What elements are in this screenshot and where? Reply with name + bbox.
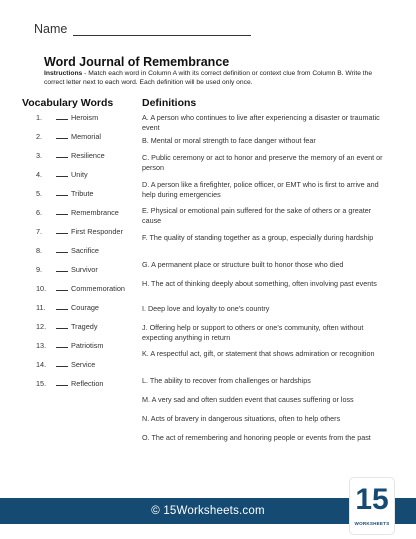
instructions-text: - Match each word in Column A with its correct definition or context clue from Column B. Write the correct letter next to each word. Each definition will be used only once. bbox=[44, 70, 373, 86]
vocab-number: 12. bbox=[36, 322, 47, 331]
definition-item: A. A person who continues to live after experiencing a disaster or traumatic event bbox=[142, 113, 380, 132]
answer-blank[interactable] bbox=[56, 360, 68, 367]
vocab-number: 14. bbox=[36, 360, 47, 369]
definition-item: J. Offering help or support to others or one’s community, often without expecting anything in return bbox=[142, 323, 364, 342]
answer-blank[interactable] bbox=[56, 246, 68, 253]
definition-item: B. Mental or moral strength to face danger without fear bbox=[142, 136, 316, 145]
vocab-word: Memorial bbox=[71, 132, 102, 141]
answer-blank[interactable] bbox=[56, 303, 68, 310]
instructions bbox=[44, 70, 390, 87]
vocab-number: 6. bbox=[36, 208, 43, 217]
name-line[interactable] bbox=[73, 23, 251, 36]
definition-item: H. The act of thinking deeply about something, often involving past events bbox=[142, 279, 377, 288]
vocab-word: Survivor bbox=[71, 265, 98, 274]
answer-blank[interactable] bbox=[56, 151, 68, 158]
answer-blank[interactable] bbox=[56, 227, 68, 234]
vocab-number: 10. bbox=[36, 284, 47, 293]
name-row bbox=[34, 22, 251, 36]
vocab-item bbox=[36, 227, 123, 236]
vocab-number: 1. bbox=[36, 113, 43, 122]
vocab-item bbox=[36, 360, 95, 369]
vocab-word: Courage bbox=[71, 303, 99, 312]
logo-number: 15 bbox=[355, 483, 389, 516]
vocab-word: Commemoration bbox=[71, 284, 125, 293]
answer-blank[interactable] bbox=[56, 208, 68, 215]
vocab-word: Tribute bbox=[71, 189, 94, 198]
vocab-word: Remembrance bbox=[71, 208, 119, 217]
vocab-word: Reflection bbox=[71, 379, 104, 388]
definition-item: I. Deep love and loyalty to one’s country bbox=[142, 304, 270, 313]
definition-item: O. The act of remembering and honoring people or events from the past bbox=[142, 433, 371, 442]
definition-item: K. A respectful act, gift, or statement that shows admiration or recognition bbox=[142, 349, 375, 358]
vocab-number: 2. bbox=[36, 132, 43, 141]
definitions-heading: Definitions bbox=[142, 97, 197, 109]
definition-item: E. Physical or emotional pain suffered for the sake of others or a greater cause bbox=[142, 206, 372, 225]
vocab-item bbox=[36, 170, 88, 179]
vocab-number: 4. bbox=[36, 170, 43, 179]
definition-item: M. A very sad and often sudden event that causes suffering or loss bbox=[142, 395, 354, 404]
vocab-item bbox=[36, 208, 119, 217]
logo bbox=[350, 478, 394, 534]
answer-blank[interactable] bbox=[56, 132, 68, 139]
vocab-word: Resilience bbox=[71, 151, 105, 160]
vocab-number: 7. bbox=[36, 227, 43, 236]
answer-blank[interactable] bbox=[56, 170, 68, 177]
instructions-label: Instructions bbox=[44, 70, 83, 77]
vocab-item bbox=[36, 113, 98, 122]
vocab-number: 15. bbox=[36, 379, 47, 388]
vocab-word: Patriotism bbox=[71, 341, 104, 350]
answer-blank[interactable] bbox=[56, 189, 68, 196]
vocab-item bbox=[36, 379, 103, 388]
vocab-item bbox=[36, 246, 99, 255]
vocab-number: 3. bbox=[36, 151, 43, 160]
vocab-word: Sacrifice bbox=[71, 246, 99, 255]
vocab-number: 8. bbox=[36, 246, 43, 255]
answer-blank[interactable] bbox=[56, 341, 68, 348]
vocab-item bbox=[36, 265, 98, 274]
vocab-item bbox=[36, 303, 99, 312]
vocab-item bbox=[36, 284, 125, 293]
vocab-heading: Vocabulary Words bbox=[22, 97, 114, 109]
answer-blank[interactable] bbox=[56, 379, 68, 386]
vocab-number: 9. bbox=[36, 265, 43, 274]
vocab-word: Heroism bbox=[71, 113, 99, 122]
answer-blank[interactable] bbox=[56, 265, 68, 272]
vocab-item bbox=[36, 151, 105, 160]
definition-item: F. The quality of standing together as a group, especially during hardship bbox=[142, 233, 374, 242]
vocab-word: Tragedy bbox=[71, 322, 98, 331]
logo-word: WORKSHEETS bbox=[354, 521, 390, 526]
vocab-word: First Responder bbox=[71, 227, 123, 236]
vocab-word: Service bbox=[71, 360, 96, 369]
vocab-number: 13. bbox=[36, 341, 47, 350]
answer-blank[interactable] bbox=[56, 284, 68, 291]
page-title: Word Journal of Remembrance bbox=[44, 55, 230, 69]
vocab-number: 11. bbox=[36, 303, 46, 312]
vocab-item bbox=[36, 341, 103, 350]
vocab-word: Unity bbox=[71, 170, 88, 179]
vocab-item bbox=[36, 322, 98, 331]
vocab-item bbox=[36, 189, 93, 198]
definition-item: L. The ability to recover from challenges or hardships bbox=[142, 376, 311, 385]
definition-item: N. Acts of bravery in dangerous situations, often to help others bbox=[142, 414, 341, 423]
vocab-item bbox=[36, 132, 101, 141]
answer-blank[interactable] bbox=[56, 113, 68, 120]
name-label: Name bbox=[34, 22, 68, 36]
definition-item: C. Public ceremony or act to honor and preserve the memory of an event or person bbox=[142, 153, 383, 172]
footer-copyright-link[interactable]: © 15Worksheets.com bbox=[151, 505, 265, 517]
definition-item: G. A permanent place or structure built to honor those who died bbox=[142, 260, 344, 269]
answer-blank[interactable] bbox=[56, 322, 68, 329]
vocab-number: 5. bbox=[36, 189, 43, 198]
definition-item: D. A person like a firefighter, police officer, or EMT who is first to arrive and help during emergencies bbox=[142, 180, 379, 199]
